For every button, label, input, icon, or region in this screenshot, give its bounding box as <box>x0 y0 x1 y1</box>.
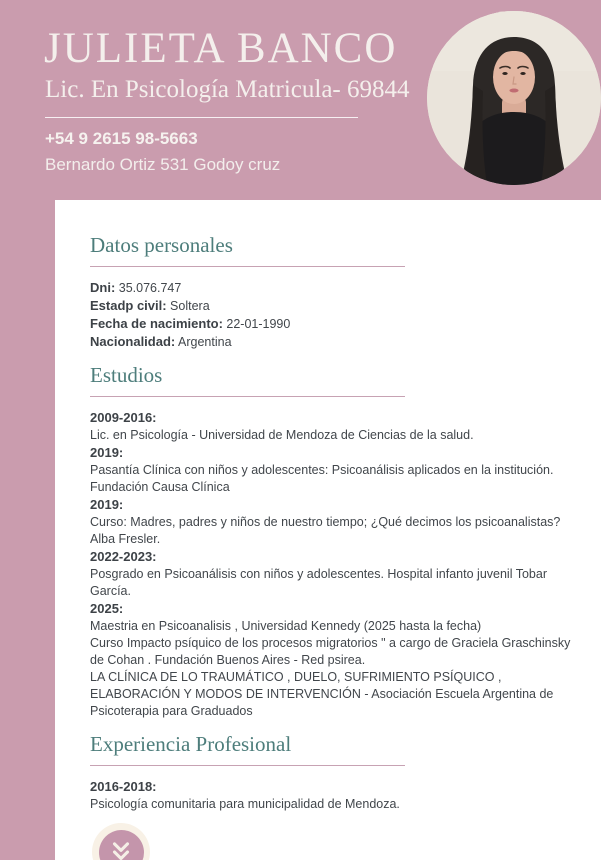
content-line: Posgrado en Psicoanálisis con niños y adolescentes. Hospital infanto juvenil Tobar García. <box>90 567 547 598</box>
section-lines <box>90 778 587 813</box>
content-line: 2022-2023: <box>90 549 157 564</box>
section-title: Experiencia Profesional <box>90 732 292 756</box>
section-title: Datos personales <box>90 233 233 257</box>
content-line: Pasantía Clínica con niños y adolescentes: Psicoanálisis aplicados en la institución. <box>90 463 554 477</box>
content-line: 2016-2018: <box>90 779 157 794</box>
section-title: Estudios <box>90 363 163 387</box>
header-divider <box>45 117 358 118</box>
content-line: 2009-2016: <box>90 410 157 425</box>
content-line: 2019: <box>90 497 124 512</box>
person-title: Lic. En Psicología Matricula- 69844 <box>45 76 410 103</box>
content-line: Fundación Causa Clínica <box>90 480 230 494</box>
section-lines <box>90 279 587 351</box>
content-line: Nacionalidad: Argentina <box>90 334 232 349</box>
cv-section <box>90 234 587 351</box>
section-divider <box>90 266 405 267</box>
cv-section <box>90 733 587 813</box>
content-line: Psicología comunitaria para municipalidad de Mendoza. <box>90 797 400 811</box>
content-line: Lic. en Psicología - Universidad de Mendoza de Ciencias de la salud. <box>90 428 474 442</box>
content-line: Fecha de nacimiento: 22-01-1990 <box>90 316 291 331</box>
section-lines <box>90 409 587 720</box>
content-line: Curso: Madres, padres y niños de nuestro tiempo; ¿Qué decimos los psicoanalistas? <box>90 515 561 529</box>
content-panel <box>55 200 601 860</box>
cv-section <box>90 364 587 720</box>
content-line: 2019: <box>90 445 124 460</box>
content-line: Dni: 35.076.747 <box>90 280 182 295</box>
content-line: LA CLÍNICA DE LO TRAUMÁTICO , DUELO, SUFRIMIENTO PSÍQUICO , ELABORACIÓN Y MODOS DE INTERVENCIÓN - Asociación Escuela Argentina de Psicoterapia para Graduados <box>90 670 554 718</box>
person-name: JULIETA BANCO <box>44 25 398 72</box>
content-line: Estadp civil: Soltera <box>90 298 210 313</box>
address: Bernardo Ortiz 531 Godoy cruz <box>45 155 281 174</box>
content-line: Curso Impacto psíquico de los procesos migratorios " a cargo de Graciela Graschinsky de Cohan . Fundación Buenos Aires - Red psirea. <box>90 636 571 667</box>
section-divider <box>90 765 405 766</box>
content-line: Maestria en Psicoanalisis , Universidad Kennedy (2025 hasta la fecha) <box>90 619 482 633</box>
profile-photo-illustration <box>427 11 601 185</box>
section-divider <box>90 396 405 397</box>
phone-number: +54 9 2615 98-5663 <box>45 129 198 148</box>
profile-photo <box>427 11 601 185</box>
double-chevron-down-icon <box>99 830 144 860</box>
scroll-down-button[interactable] <box>92 823 150 860</box>
content-line: 2025: <box>90 601 124 616</box>
content-line: Alba Fresler. <box>90 532 161 546</box>
cv-sections <box>90 234 587 813</box>
